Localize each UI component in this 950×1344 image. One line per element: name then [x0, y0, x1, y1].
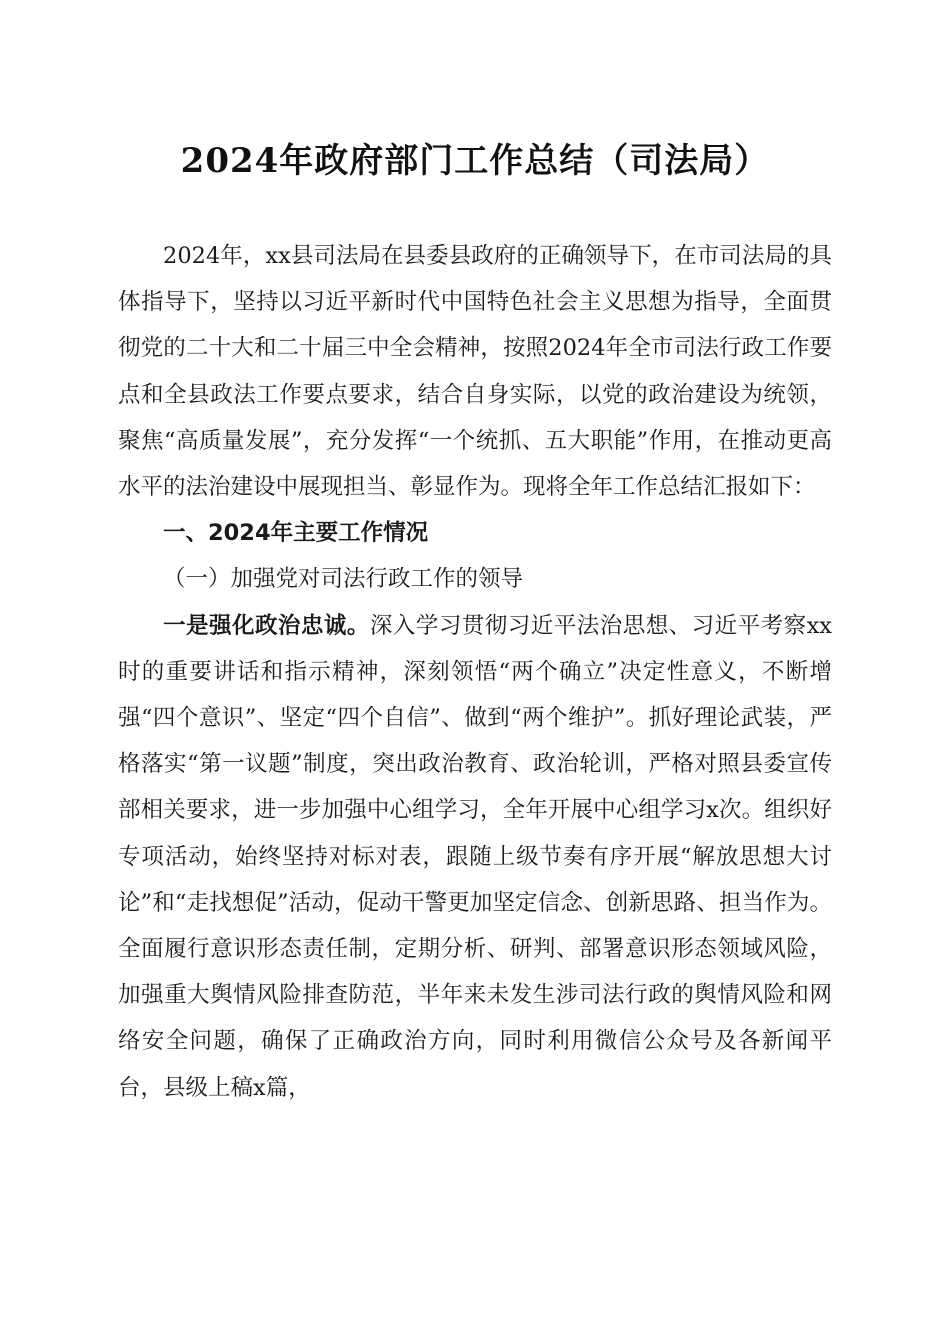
point-text: 深入学习贯彻习近平法治思想、习近平考察xx时的重要讲话和指示精神，深刻领悟“两个确立”决定性意义，不断增强“四个意识”、坚定“四个自信”、做到“两个维护”。抓好理论武装，严格落实“第一议题”制度，突出政治教育、政治轮训，严格对照县委宣传部相关要求，进一步加强中心组学习，全年开展中心组学习x次。组织好专项活动，始终坚持对标对表，跟随上级节奏有序开展“解放思想大讨论”和“走找想促”活动，促动干警更加坚定信念、创新思路、担当作为。全面履行意识形态责任制，定期分析、研判、部署意识形态领域风险，加强重大舆情风险排查防范，半年来未发生涉司法行政的舆情风险和网络安全问题，确保了正确政治方向，同时利用微信公众号及各新闻平台，县级上稿x篇，	[118, 612, 832, 1101]
point-lead: 一是强化政治忠诚。	[163, 612, 370, 639]
section-heading-main-work: 一、2024年主要工作情况	[163, 520, 429, 547]
intro-paragraph: 2024年，xx县司法局在县委县政府的正确领导下，在市司法局的具体指导下，坚持以习近平新时代中国特色社会主义思想为指导，全面贯彻党的二十大和二十届三中全会精神，按照2024年全市司法行政工作要点和全县政法工作要点要求，结合自身实际，以党的政治建设为统领，聚焦“高质量发展”，充分发挥“一个统抓、五大职能”作用，在推动更高水平的法治建设中展现担当、彰显作为。现将全年工作总结汇报如下：	[118, 243, 832, 501]
document-body	[118, 233, 832, 1111]
point-paragraph-political-loyalty	[118, 603, 832, 1111]
document-title: 2024年政府部门工作总结（司法局）	[180, 141, 770, 181]
subsection-heading-party-leadership: （一）加强党对司法行政工作的领导	[163, 566, 524, 593]
